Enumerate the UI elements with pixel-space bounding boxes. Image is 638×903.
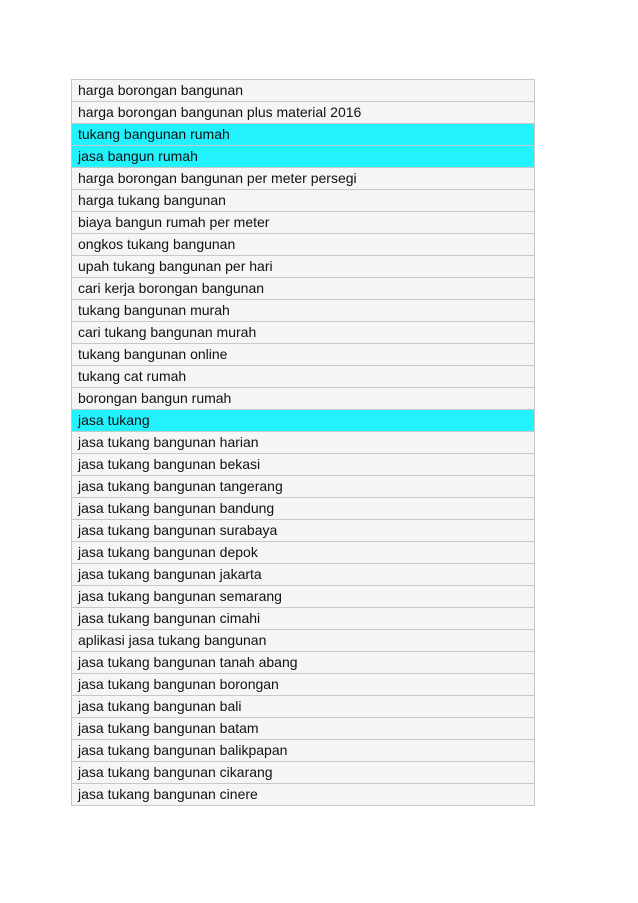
table-row — [72, 212, 535, 234]
table-row — [72, 696, 535, 718]
table-row — [72, 366, 535, 388]
table-cell[interactable]: jasa tukang bangunan borongan — [72, 674, 535, 696]
table-row — [72, 652, 535, 674]
table-row — [72, 168, 535, 190]
table-cell[interactable]: jasa tukang bangunan bandung — [72, 498, 535, 520]
table-cell[interactable]: cari tukang bangunan murah — [72, 322, 535, 344]
table-cell[interactable]: jasa tukang bangunan bali — [72, 696, 535, 718]
table-cell[interactable]: jasa tukang bangunan cimahi — [72, 608, 535, 630]
table-row — [72, 278, 535, 300]
table-cell[interactable]: harga tukang bangunan — [72, 190, 535, 212]
table-row — [72, 586, 535, 608]
table-cell[interactable]: jasa tukang bangunan tanah abang — [72, 652, 535, 674]
table-cell[interactable]: jasa tukang bangunan harian — [72, 432, 535, 454]
table-row — [72, 608, 535, 630]
table-row — [72, 476, 535, 498]
table-row — [72, 718, 535, 740]
table-cell[interactable]: tukang bangunan murah — [72, 300, 535, 322]
table-cell[interactable]: biaya bangun rumah per meter — [72, 212, 535, 234]
table-row — [72, 630, 535, 652]
table-cell[interactable]: jasa tukang bangunan cikarang — [72, 762, 535, 784]
table-row — [72, 344, 535, 366]
table-cell[interactable]: upah tukang bangunan per hari — [72, 256, 535, 278]
table-cell[interactable]: harga borongan bangunan per meter persegi — [72, 168, 535, 190]
table-row — [72, 124, 535, 146]
keyword-table — [71, 79, 535, 806]
table-row — [72, 80, 535, 102]
table-row — [72, 234, 535, 256]
table-row — [72, 674, 535, 696]
table-cell[interactable]: aplikasi jasa tukang bangunan — [72, 630, 535, 652]
table-row — [72, 498, 535, 520]
table-row — [72, 102, 535, 124]
table-cell[interactable]: harga borongan bangunan — [72, 80, 535, 102]
table-cell[interactable]: harga borongan bangunan plus material 2016 — [72, 102, 535, 124]
table-cell[interactable]: jasa tukang bangunan tangerang — [72, 476, 535, 498]
table-cell[interactable]: jasa tukang — [72, 410, 535, 432]
table-cell[interactable]: jasa tukang bangunan bekasi — [72, 454, 535, 476]
table-cell[interactable]: jasa bangun rumah — [72, 146, 535, 168]
keyword-table-body — [72, 80, 535, 806]
table-row — [72, 300, 535, 322]
table-cell[interactable]: tukang cat rumah — [72, 366, 535, 388]
table-row — [72, 784, 535, 806]
table-row — [72, 322, 535, 344]
table-cell[interactable]: jasa tukang bangunan batam — [72, 718, 535, 740]
table-row — [72, 740, 535, 762]
table-row — [72, 388, 535, 410]
table-cell[interactable]: jasa tukang bangunan cinere — [72, 784, 535, 806]
table-row — [72, 432, 535, 454]
table-cell[interactable]: jasa tukang bangunan surabaya — [72, 520, 535, 542]
table-row — [72, 542, 535, 564]
table-cell[interactable]: borongan bangun rumah — [72, 388, 535, 410]
table-cell[interactable]: jasa tukang bangunan balikpapan — [72, 740, 535, 762]
table-row — [72, 762, 535, 784]
table-row — [72, 454, 535, 476]
table-row — [72, 256, 535, 278]
table-cell[interactable]: tukang bangunan rumah — [72, 124, 535, 146]
table-cell[interactable]: cari kerja borongan bangunan — [72, 278, 535, 300]
table-cell[interactable]: jasa tukang bangunan semarang — [72, 586, 535, 608]
table-row — [72, 564, 535, 586]
table-cell[interactable]: jasa tukang bangunan jakarta — [72, 564, 535, 586]
table-cell[interactable]: tukang bangunan online — [72, 344, 535, 366]
table-cell[interactable]: jasa tukang bangunan depok — [72, 542, 535, 564]
table-row — [72, 190, 535, 212]
table-row — [72, 520, 535, 542]
table-row — [72, 410, 535, 432]
table-row — [72, 146, 535, 168]
table-cell[interactable]: ongkos tukang bangunan — [72, 234, 535, 256]
